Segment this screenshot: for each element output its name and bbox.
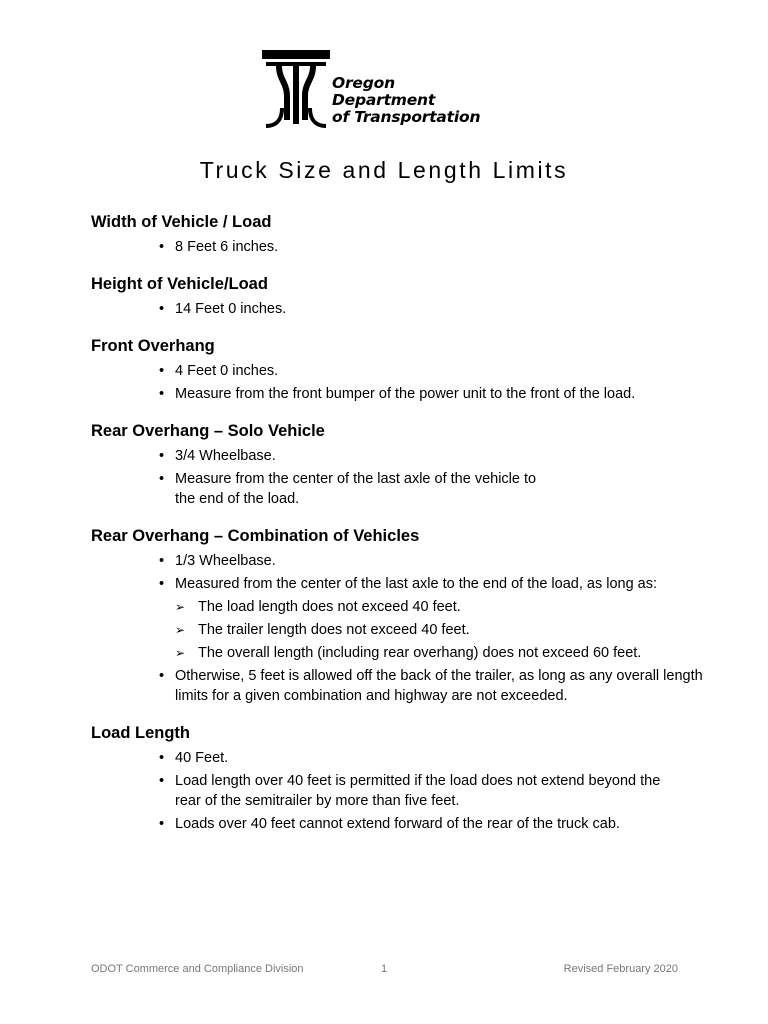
list-item [91, 748, 701, 768]
list-item [91, 237, 701, 257]
section-heading: Front Overhang [91, 337, 215, 355]
list-item-text: Measured from the center of the last axle to the end of the load, as long as: [175, 576, 658, 592]
list-item [91, 574, 731, 663]
bullet-icon: • [159, 773, 165, 789]
section-width [91, 212, 701, 257]
logo-line-2: Department [332, 91, 436, 109]
bullet-list [91, 237, 701, 257]
section-front-overhang [91, 336, 701, 404]
bullet-icon: • [159, 816, 165, 832]
section-height [91, 274, 701, 319]
section-heading: Width of Vehicle / Load [91, 213, 272, 231]
arrow-bullet-icon: ➢ [175, 646, 186, 660]
sub-list-item [175, 620, 731, 640]
bullet-icon: • [159, 301, 165, 317]
bullet-icon: • [159, 386, 165, 402]
list-item [91, 361, 701, 381]
logo-line-3: of Transportation [332, 108, 481, 126]
bullet-list [91, 748, 701, 834]
list-item-text: Otherwise, 5 feet is allowed off the back of the trailer, as long as any overall length limits for a given combination and highway are not exceeded. [175, 668, 703, 704]
list-item-text: Load length over 40 feet is permitted if the load does not extend beyond the rear of the semitrailer by more than five feet. [175, 773, 661, 809]
footer-left: ODOT Commerce and Compliance Division [91, 963, 304, 975]
odot-logo [262, 50, 522, 128]
footer-right: Revised February 2020 [563, 963, 678, 975]
list-item-text: Measure from the center of the last axle of the vehicle to the end of the load. [175, 471, 537, 507]
sub-list-item [175, 597, 731, 617]
list-item [91, 666, 731, 706]
bullet-list [91, 551, 701, 706]
arrow-bullet-icon: ➢ [175, 600, 186, 614]
logo-wordmark [332, 75, 480, 126]
bullet-icon: • [159, 363, 165, 379]
section-heading: Load Length [91, 724, 190, 742]
list-item [91, 814, 701, 834]
section-heading: Rear Overhang – Combination of Vehicles [91, 527, 420, 545]
list-item-text: 1/3 Wheelbase. [175, 553, 276, 569]
bullet-icon: • [159, 576, 165, 592]
bullet-icon: • [159, 239, 165, 255]
bullet-icon: • [159, 471, 165, 487]
sub-list-item-text: The overall length (including rear overhang) does not exceed 60 feet. [198, 645, 642, 661]
list-item-text: Measure from the front bumper of the power unit to the front of the load. [175, 386, 636, 402]
section-rear-overhang-combination [91, 526, 701, 706]
list-item [91, 551, 701, 571]
list-item-text: 40 Feet. [175, 750, 229, 766]
list-item [91, 299, 701, 319]
bullet-icon: • [159, 750, 165, 766]
list-item-text: 8 Feet 6 inches. [175, 239, 279, 255]
arrow-bullet-icon: ➢ [175, 623, 186, 637]
section-rear-overhang-solo [91, 421, 701, 509]
list-item-text: Loads over 40 feet cannot extend forward of the rear of the truck cab. [175, 816, 620, 832]
sub-list-item-text: The trailer length does not exceed 40 feet. [198, 622, 470, 638]
footer-page-number: 1 [381, 963, 388, 975]
list-item [91, 446, 701, 466]
bullet-list [91, 299, 701, 319]
list-item-text: 14 Feet 0 inches. [175, 301, 287, 317]
sub-list-item [175, 643, 731, 663]
section-heading: Rear Overhang – Solo Vehicle [91, 422, 325, 440]
section-heading: Height of Vehicle/Load [91, 275, 268, 293]
sub-list [175, 597, 731, 663]
list-item [91, 771, 701, 811]
list-item [91, 469, 701, 509]
bullet-icon: • [159, 668, 165, 684]
bullet-list [91, 446, 701, 509]
list-item-text: 4 Feet 0 inches. [175, 363, 279, 379]
logo-line-1: Oregon [332, 74, 395, 92]
bullet-icon: • [159, 553, 165, 569]
list-item [91, 384, 701, 404]
list-item-text: 3/4 Wheelbase. [175, 448, 276, 464]
page-title: Truck Size and Length Limits [199, 157, 569, 183]
document-body [91, 212, 701, 851]
section-load-length [91, 723, 701, 834]
odot-emblem-icon [262, 50, 330, 128]
bullet-icon: • [159, 448, 165, 464]
bullet-list [91, 361, 701, 404]
sub-list-item-text: The load length does not exceed 40 feet. [198, 599, 461, 615]
